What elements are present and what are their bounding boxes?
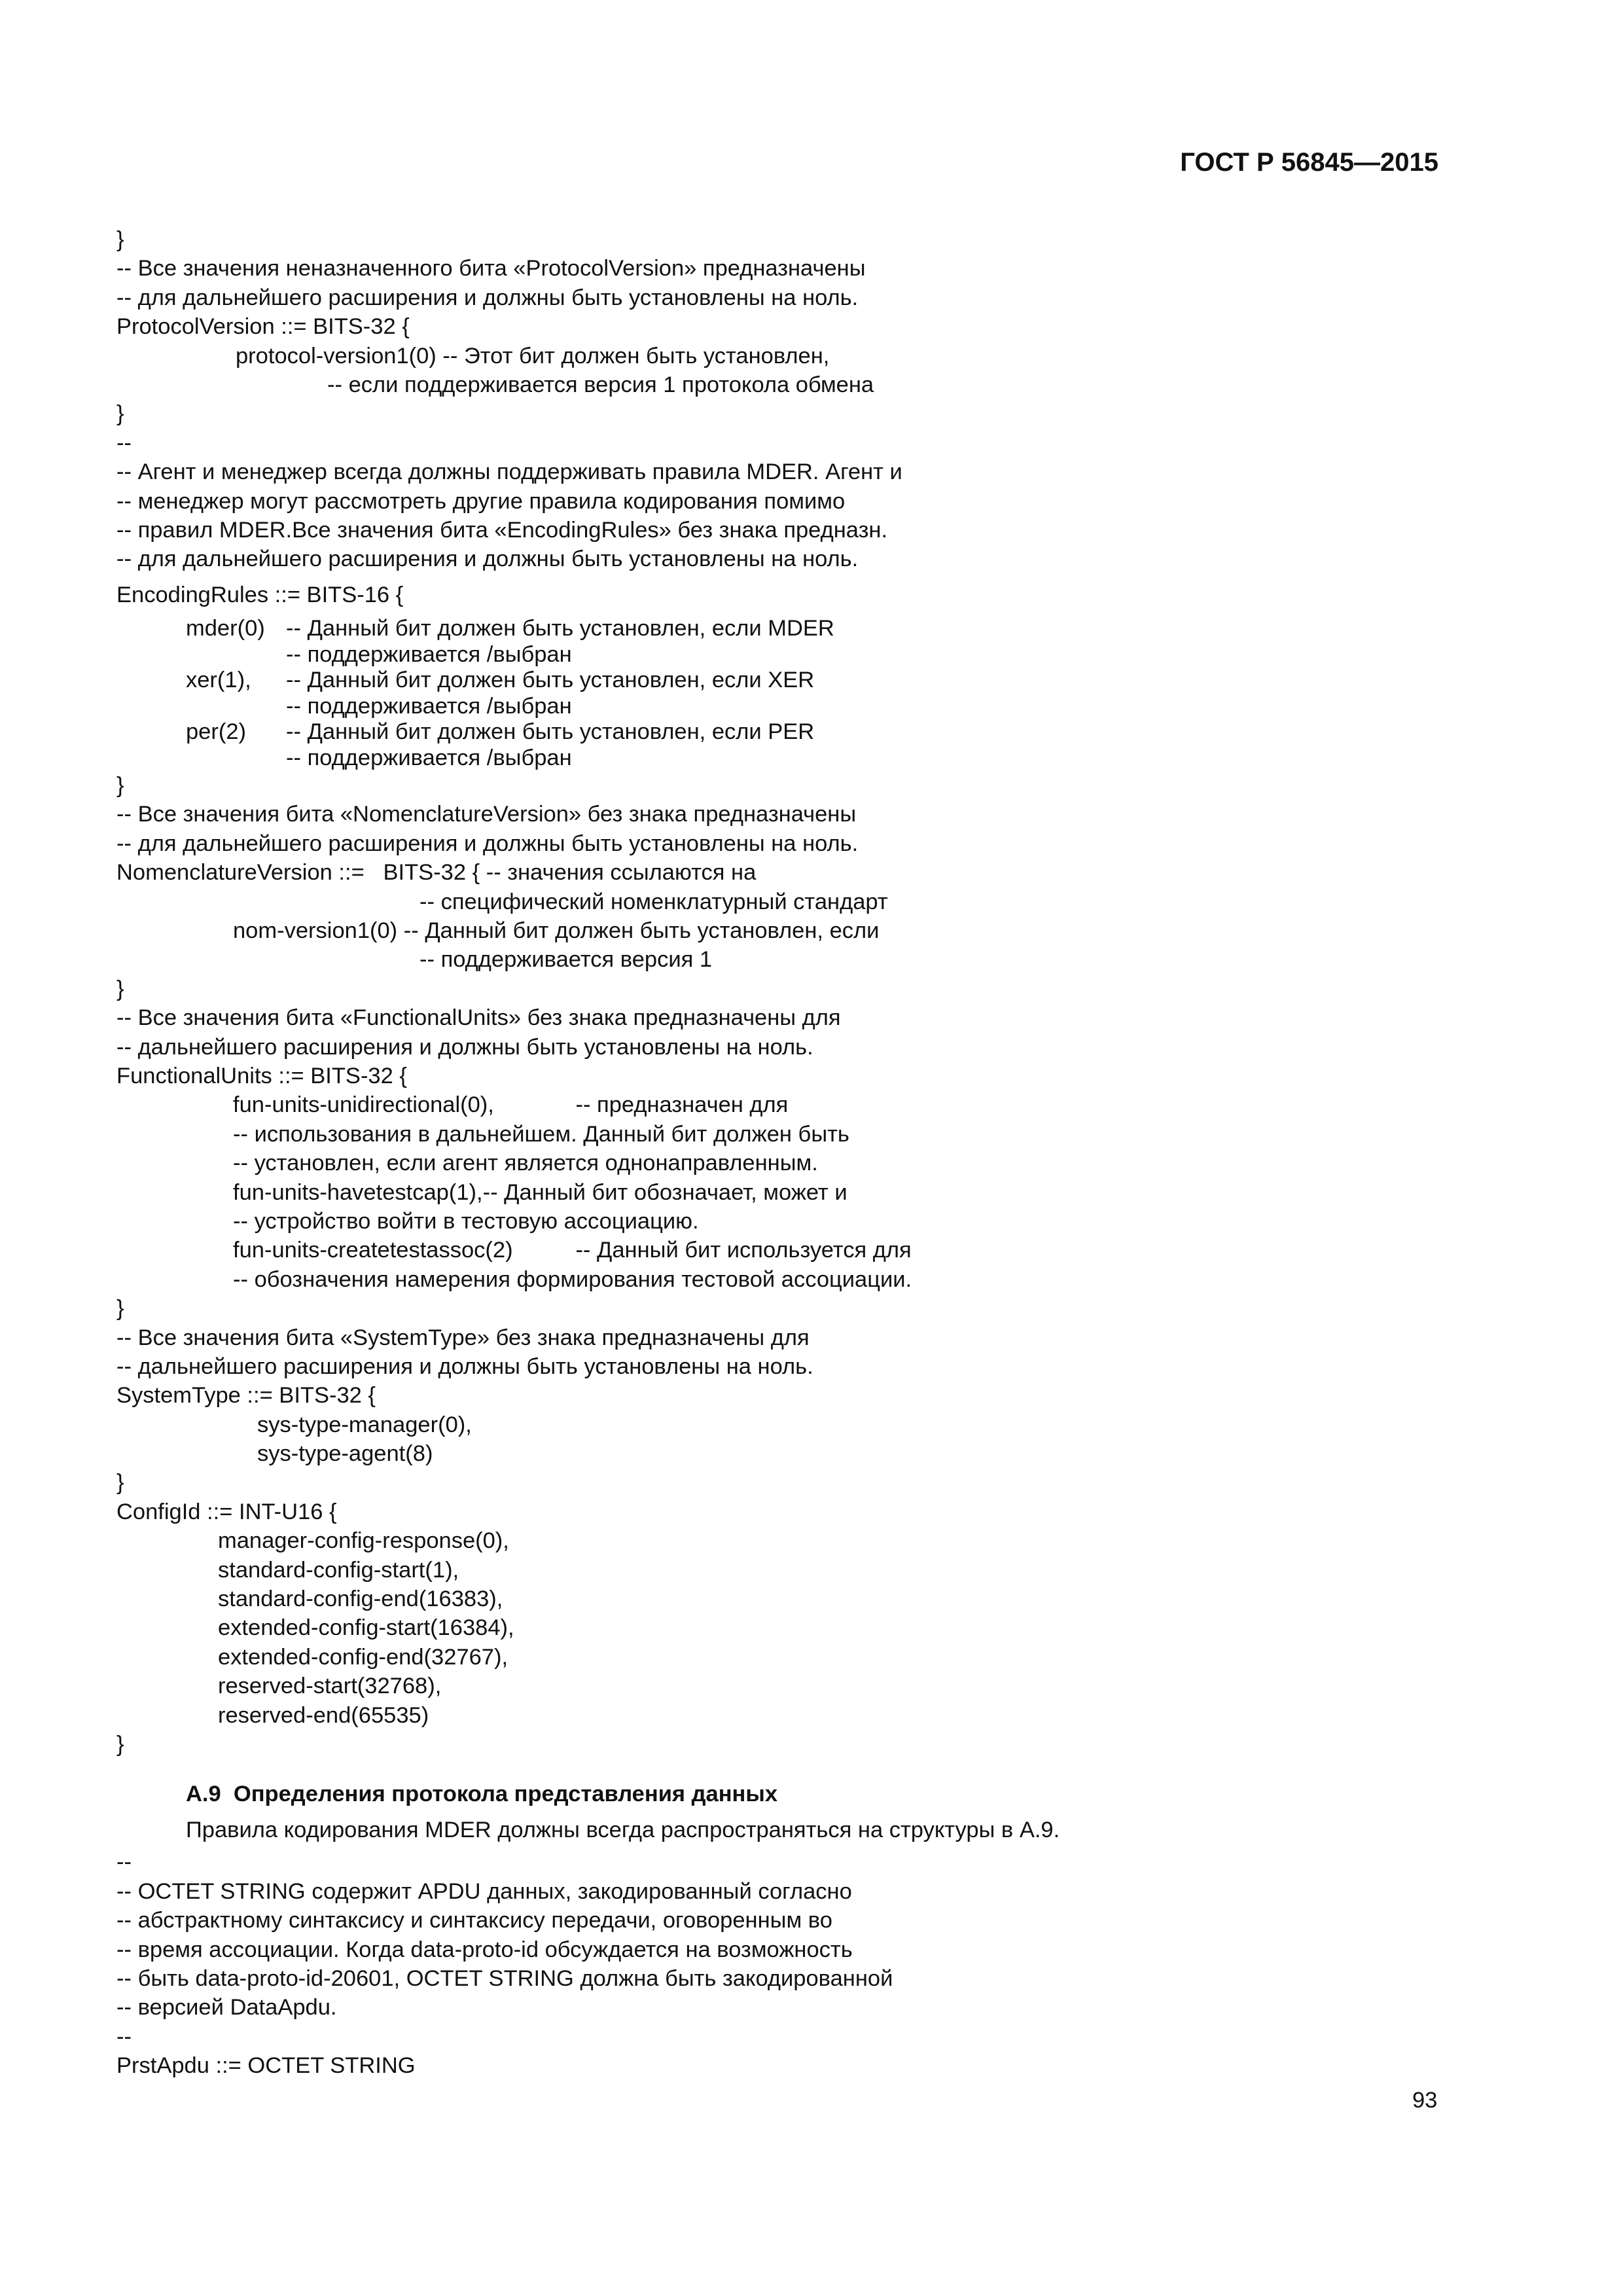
- page-number: 93: [1412, 2088, 1438, 2113]
- code-line: -- для дальнейшего расширения и должны быть установлены на ноль.: [116, 547, 859, 572]
- code-line: --: [116, 1850, 132, 1875]
- code-line: manager-config-response(0),: [218, 1528, 509, 1554]
- code-line: sys-type-agent(8): [257, 1441, 433, 1467]
- code-line: [116, 668, 1060, 694]
- code-line: -- Все значения неназначенного бита «ProtocolVersion» предназначены: [116, 256, 866, 281]
- code-comment: -- поддерживается /выбран: [286, 745, 572, 770]
- code-line: -- для дальнейшего расширения и должны быть установлены на ноль.: [116, 831, 859, 856]
- code-line: fun-units-havetestcap(1),-- Данный бит обозначает, может и: [233, 1179, 847, 1205]
- code-line: --: [116, 2024, 132, 2049]
- code-identifier: mder(0): [186, 616, 265, 641]
- code-line: [116, 616, 1060, 642]
- code-line: protocol-version1(0) -- Этот бит должен быть установлен,: [236, 343, 830, 368]
- code-line: -- использования в дальнейшем. Данный бит должен быть: [233, 1121, 849, 1147]
- code-line: -- установлен, если агент является однонаправленным.: [233, 1151, 818, 1176]
- code-line: -- Все значения бита «SystemType» без знака предназначены для: [116, 1325, 810, 1350]
- code-comment: -- Данный бит должен быть установлен, если XER: [286, 668, 815, 693]
- code-line: standard-config-start(1),: [218, 1557, 459, 1583]
- code-line: nom-version1(0) -- Данный бит должен быть установлен, если: [233, 918, 880, 944]
- code-line: PrstApdu ::= OCTET STRING: [116, 2053, 416, 2079]
- code-line: -- OCTET STRING содержит APDU данных, закодированный согласно: [116, 1878, 852, 1904]
- code-line: -- дальнейшего расширения и должны быть установлены на ноль.: [116, 1354, 813, 1379]
- code-line: extended-config-start(16384),: [218, 1615, 514, 1641]
- code-line: -- поддерживается версия 1: [419, 947, 713, 973]
- code-line: -- Все значения бита «FunctionalUnits» без знака предназначены для: [116, 1005, 841, 1031]
- code-line: -- для дальнейшего расширения и должны быть установлены на ноль.: [116, 285, 859, 310]
- code-line: }: [116, 1470, 124, 1496]
- code-line: [116, 694, 1060, 720]
- code-comment: -- поддерживается /выбран: [286, 693, 572, 719]
- code-line: extended-config-end(32767),: [218, 1644, 508, 1670]
- code-comment: -- Данный бит должен быть установлен, если PER: [286, 719, 815, 745]
- code-line: ProtocolVersion ::= BITS-32 {: [116, 314, 410, 340]
- code-line: -- быть data-proto-id-20601, OCTET STRING должна быть закодированной: [116, 1965, 893, 1991]
- code-line: }: [116, 1296, 124, 1321]
- code-comment: -- поддерживается /выбран: [286, 641, 572, 667]
- code-line: -- если поддерживается версия 1 протокола обмена: [327, 372, 874, 397]
- code-line: }: [116, 1731, 124, 1757]
- section-heading: А.9 Определения протокола представления данных: [186, 1782, 778, 1807]
- code-line: }: [116, 227, 124, 252]
- code-line: -- менеджер могут рассмотреть другие правила кодирования помимо: [116, 488, 846, 514]
- code-listing: [116, 225, 1060, 2080]
- code-line: -- Агент и менеджер всегда должны поддерживать правила MDER. Агент и: [116, 459, 902, 485]
- code-line: -- правил MDER.Все значения бита «EncodingRules» без знака предназн.: [116, 517, 888, 543]
- code-line: SystemType ::= BITS-32 {: [116, 1383, 376, 1408]
- standard-code-header: ГОСТ Р 56845—2015: [1180, 148, 1438, 177]
- code-line: [116, 745, 1060, 772]
- code-line: reserved-start(32768),: [218, 1674, 442, 1699]
- code-line: }: [116, 976, 124, 1001]
- code-line: -- версией DataApdu.: [116, 1995, 337, 2020]
- code-line: fun-units-unidirectional(0), -- предназначен для: [233, 1092, 789, 1118]
- code-line: [116, 719, 1060, 745]
- code-line: reserved-end(65535): [218, 1702, 429, 1728]
- code-line: -- устройство войти в тестовую ассоциацию.: [233, 1208, 699, 1234]
- code-line: FunctionalUnits ::= BITS-32 {: [116, 1063, 407, 1088]
- code-line: fun-units-createtestassoc(2) -- Данный бит используется для: [233, 1238, 912, 1263]
- code-comment: -- Данный бит должен быть установлен, если MDER: [286, 616, 834, 641]
- code-line: EncodingRules ::= BITS-16 {: [116, 582, 404, 607]
- code-line: ConfigId ::= INT-U16 {: [116, 1499, 337, 1524]
- code-line: -- дальнейшего расширения и должны быть установлены на ноль.: [116, 1034, 813, 1060]
- code-line: -- специфический номенклатурный стандарт: [419, 889, 888, 914]
- code-line: }: [116, 401, 124, 427]
- code-line: standard-config-end(16383),: [218, 1587, 503, 1612]
- code-line: NomenclatureVersion ::= BITS-32 { -- значения ссылаются на: [116, 860, 757, 886]
- code-line: -- время ассоциации. Когда data-proto-id обсуждается на возможность: [116, 1937, 853, 1962]
- code-line: [116, 642, 1060, 668]
- code-line: -- обозначения намерения формирования тестовой ассоциации.: [233, 1266, 912, 1292]
- code-line: sys-type-manager(0),: [257, 1412, 472, 1437]
- code-line: -- абстрактному синтаксису и синтаксису передачи, оговоренным во: [116, 1908, 832, 1933]
- code-line: }: [116, 773, 124, 798]
- code-line: -- Все значения бита «NomenclatureVersion» без знака предназначены: [116, 802, 857, 827]
- section-paragraph: Правила кодирования MDER должны всегда распространяться на структуры в А.9.: [186, 1818, 1060, 1843]
- code-identifier: xer(1),: [186, 668, 251, 693]
- code-identifier: per(2): [186, 719, 247, 745]
- code-line: --: [116, 430, 132, 456]
